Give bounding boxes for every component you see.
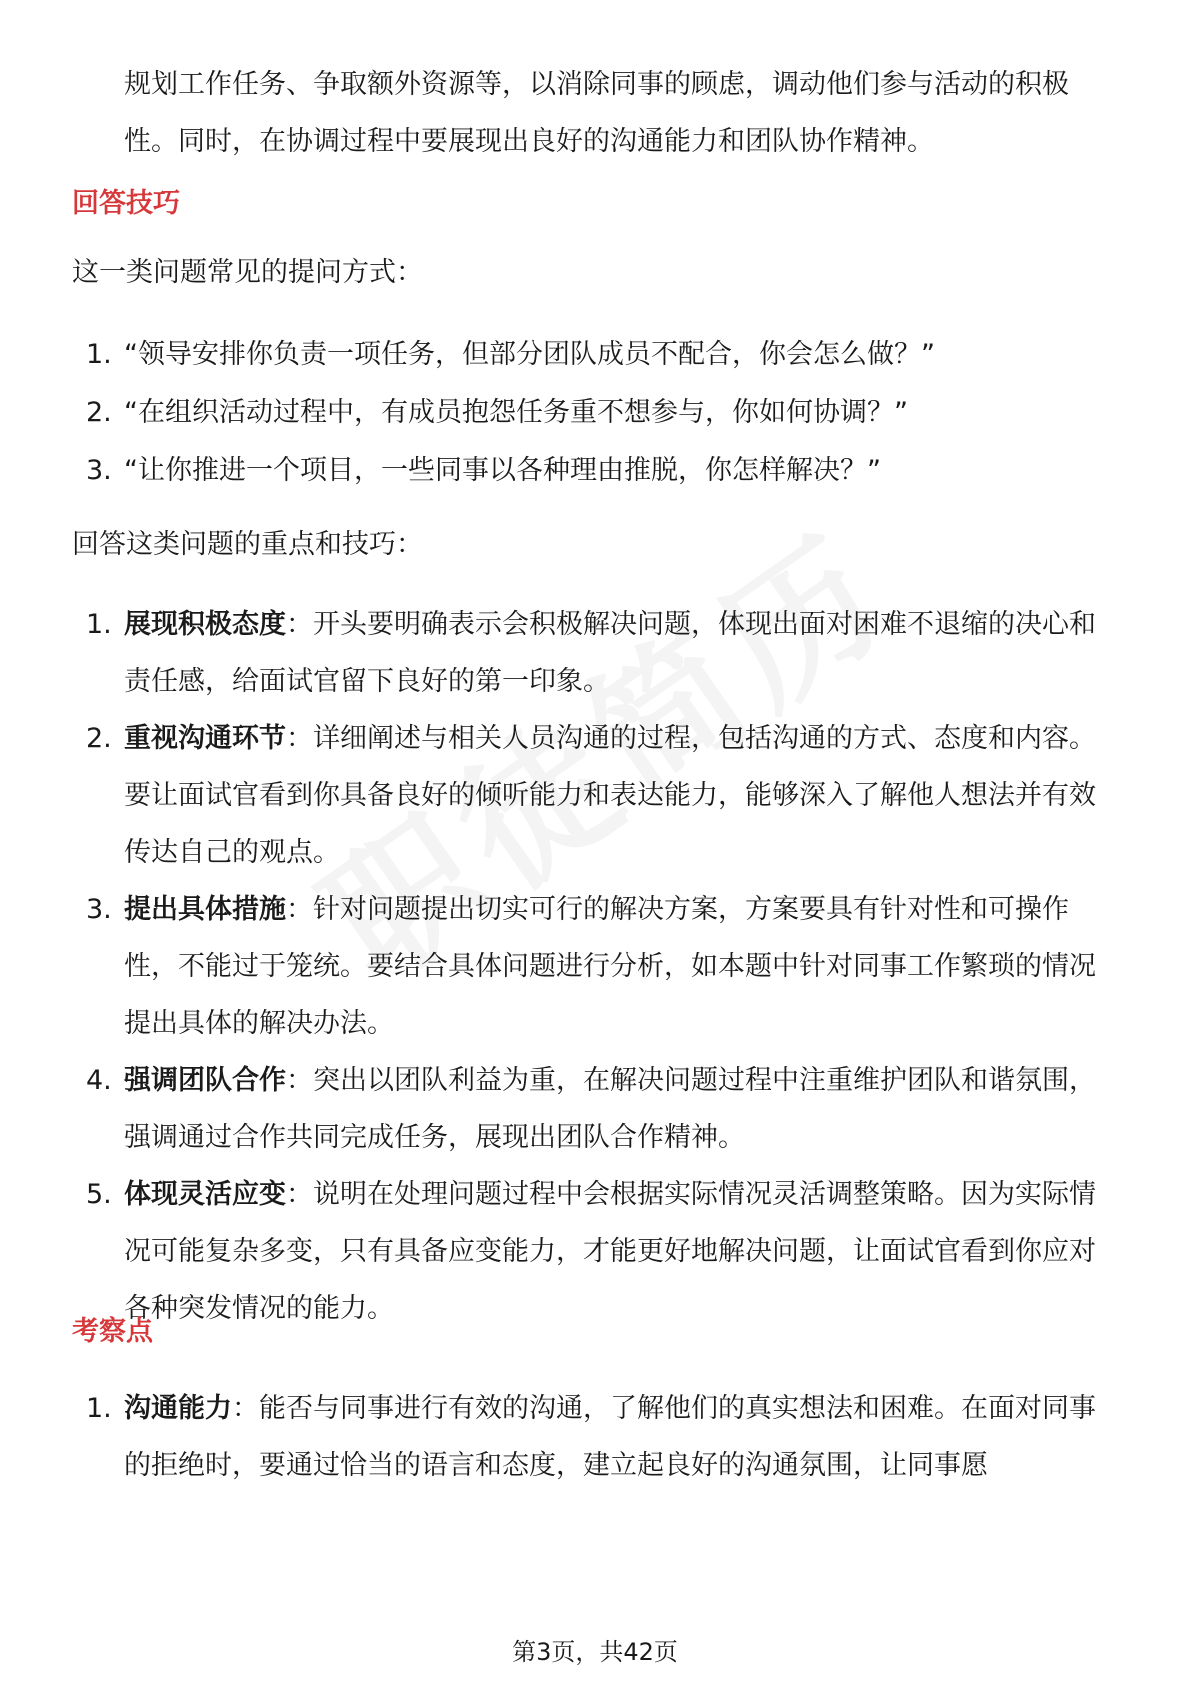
tip-term: 重视沟通环节	[124, 723, 286, 754]
tip-term: 体现灵活应变	[124, 1179, 286, 1210]
tip-term: 提出具体措施	[124, 894, 286, 925]
section-heading-assessment-points: 考察点	[72, 1316, 153, 1347]
assessment-list	[72, 1380, 1122, 1494]
list-number: 3.	[86, 455, 112, 486]
section-heading-answer-tips: 回答技巧	[72, 188, 180, 219]
list-item	[72, 1380, 1122, 1494]
list-number: 2.	[86, 397, 112, 428]
list-number: 5.	[86, 1179, 112, 1210]
list-item	[72, 596, 1122, 710]
list-number: 3.	[86, 894, 112, 925]
tip-separator: ：	[286, 609, 313, 640]
tip-separator: ：	[286, 1065, 313, 1096]
list-number: 2.	[86, 723, 112, 754]
intro-paragraph: 规划工作任务、争取额外资源等，以消除同事的顾虑，调动他们参与活动的积极性。同时，在协调过程中要展现出良好的沟通能力和团队协作精神。	[124, 69, 1069, 157]
tip-text: 开头要明确表示会积极解决问题，体现出面对困难不退缩的决心和责任感，给面试官留下良好的第一印象。	[124, 609, 1096, 697]
question-text: “领导安排你负责一项任务，但部分团队成员不配合，你会怎么做？”	[124, 339, 935, 370]
tip-text: 突出以团队利益为重，在解决问题过程中注重维护团队和谐氛围，强调通过合作共同完成任务，展现出团队合作精神。	[124, 1065, 1096, 1153]
list-number: 1.	[86, 1393, 112, 1424]
point-separator: ：	[232, 1393, 259, 1424]
list-item	[72, 1166, 1122, 1337]
list-item	[72, 881, 1122, 1052]
page-footer: 第3页，共42页	[512, 1638, 678, 1666]
list-number: 1.	[86, 609, 112, 640]
question-text: “在组织活动过程中，有成员抱怨任务重不想参与，你如何协调？”	[124, 397, 908, 428]
tip-separator: ：	[286, 1179, 313, 1210]
tip-text: 针对问题提出切实可行的解决方案，方案要具有针对性和可操作性，不能过于笼统。要结合具体问题进行分析，如本题中针对同事工作繁琐的情况提出具体的解决办法。	[124, 894, 1096, 1039]
tip-term: 强调团队合作	[124, 1065, 286, 1096]
list-item	[72, 326, 1122, 384]
tips-lead: 回答这类问题的重点和技巧：	[72, 529, 423, 560]
list-number: 1.	[86, 339, 112, 370]
question-list	[72, 326, 1122, 500]
tip-separator: ：	[286, 723, 313, 754]
tip-separator: ：	[286, 894, 313, 925]
list-item	[72, 710, 1122, 881]
point-text: 能否与同事进行有效的沟通，了解他们的真实想法和困难。在面对同事的拒绝时，要通过恰当的语言和态度，建立起良好的沟通氛围，让同事愿	[124, 1393, 1096, 1481]
list-item	[72, 384, 1122, 442]
point-term: 沟通能力	[124, 1393, 232, 1424]
list-item	[72, 1052, 1122, 1166]
tip-text: 详细阐述与相关人员沟通的过程，包括沟通的方式、态度和内容。要让面试官看到你具备良好的倾听能力和表达能力，能够深入了解他人想法并有效传达自己的观点。	[124, 723, 1096, 868]
list-number: 4.	[86, 1065, 112, 1096]
tips-list	[72, 596, 1122, 1337]
question-lead: 这一类问题常见的提问方式：	[72, 257, 423, 288]
tip-text: 说明在处理问题过程中会根据实际情况灵活调整策略。因为实际情况可能复杂多变，只有具备应变能力，才能更好地解决问题，让面试官看到你应对各种突发情况的能力。	[124, 1179, 1096, 1324]
question-text: “让你推进一个项目，一些同事以各种理由推脱，你怎样解决？”	[124, 455, 881, 486]
list-item	[72, 442, 1122, 500]
tip-term: 展现积极态度	[124, 609, 286, 640]
